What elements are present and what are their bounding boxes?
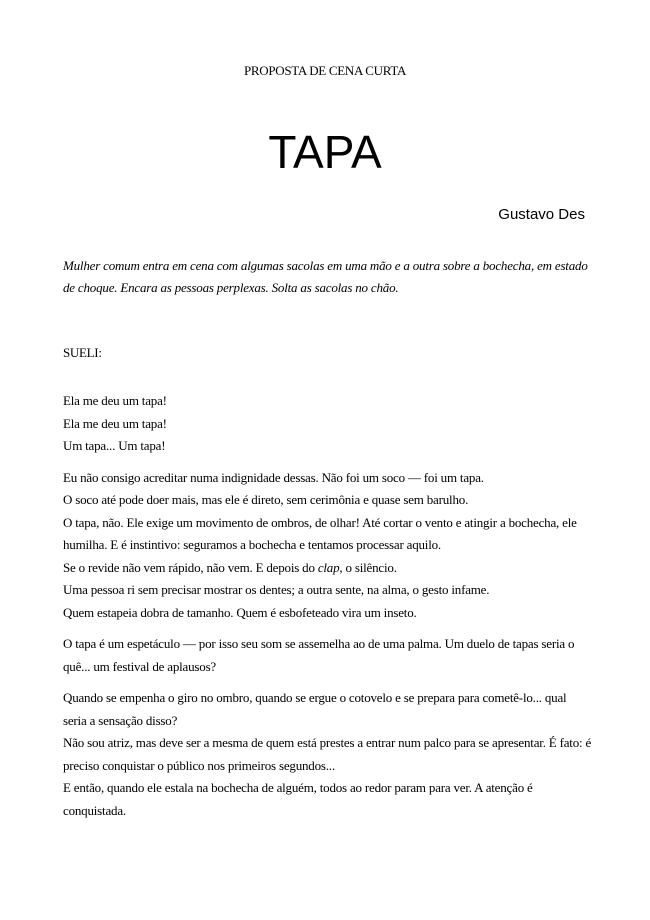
paragraph-2	[63, 467, 593, 625]
text-line: Ela me deu um tapa!	[63, 393, 167, 408]
text-line: E então, quando ele estala na bochecha de alguém, todos ao redor param para ver. A atenção é conquistada.	[63, 780, 533, 818]
document-title: TAPA	[268, 126, 382, 178]
paragraph-1	[63, 390, 593, 458]
text-line: O soco até pode doer mais, mas ele é direto, sem cerimônia e quase sem barulho.	[63, 492, 469, 507]
document-subtitle: PROPOSTA DE CENA CURTA	[243, 63, 407, 78]
text-line	[63, 557, 593, 580]
text-line: Um tapa... Um tapa!	[63, 438, 166, 453]
text-line: O tapa é um espetáculo — por isso seu som se assemelha ao de uma palma. Um duelo de tapas seria o quê... um festival de aplausos?	[63, 636, 575, 674]
monologue	[63, 390, 593, 831]
italic-word: clap	[317, 559, 340, 575]
text-line: Quem estapeia dobra de tamanho. Quem é esbofeteado vira um inseto.	[63, 604, 417, 620]
paragraph-3	[63, 633, 593, 678]
text-line: Uma pessoa ri sem precisar mostrar os dentes; a outra sente, na alma, o gesto infame.	[63, 582, 490, 597]
stage-direction: Mulher comum entra em cena com algumas sacolas em uma mão e a outra sobre a bochecha, em estado de choque. Encara as pessoas perplexas. Solta as sacolas no chão.	[63, 258, 588, 295]
text-line: Não sou atriz, mas deve ser a mesma de quem está prestes a entrar num palco para se apresentar. É fato: é preciso conquistar o público nos primeiros segundos...	[63, 735, 592, 773]
text-line: Quando se empenha o giro no ombro, quando se ergue o cotovelo e se prepara para cometê-lo... qual seria a sensação disso?	[63, 690, 567, 728]
text-line: Ela me deu um tapa!	[63, 415, 167, 431]
paragraph-4	[63, 687, 593, 822]
author-name: Gustavo Des	[498, 206, 585, 223]
text-fragment: Se o revide não vem rápido, não vem. E depois do	[63, 559, 318, 575]
text-fragment: , o silêncio.	[339, 559, 397, 575]
text-line: O tapa, não. Ele exige um movimento de ombros, de olhar! Até cortar o vento e atingir a bochecha, ele humilha. E é instintivo: seguramos a bochecha e tentamos processar aquilo.	[63, 514, 577, 552]
text-line: Eu não consigo acreditar numa indignidade dessas. Não foi um soco — foi um tapa.	[63, 469, 484, 485]
character-name: SUELI:	[63, 345, 102, 360]
